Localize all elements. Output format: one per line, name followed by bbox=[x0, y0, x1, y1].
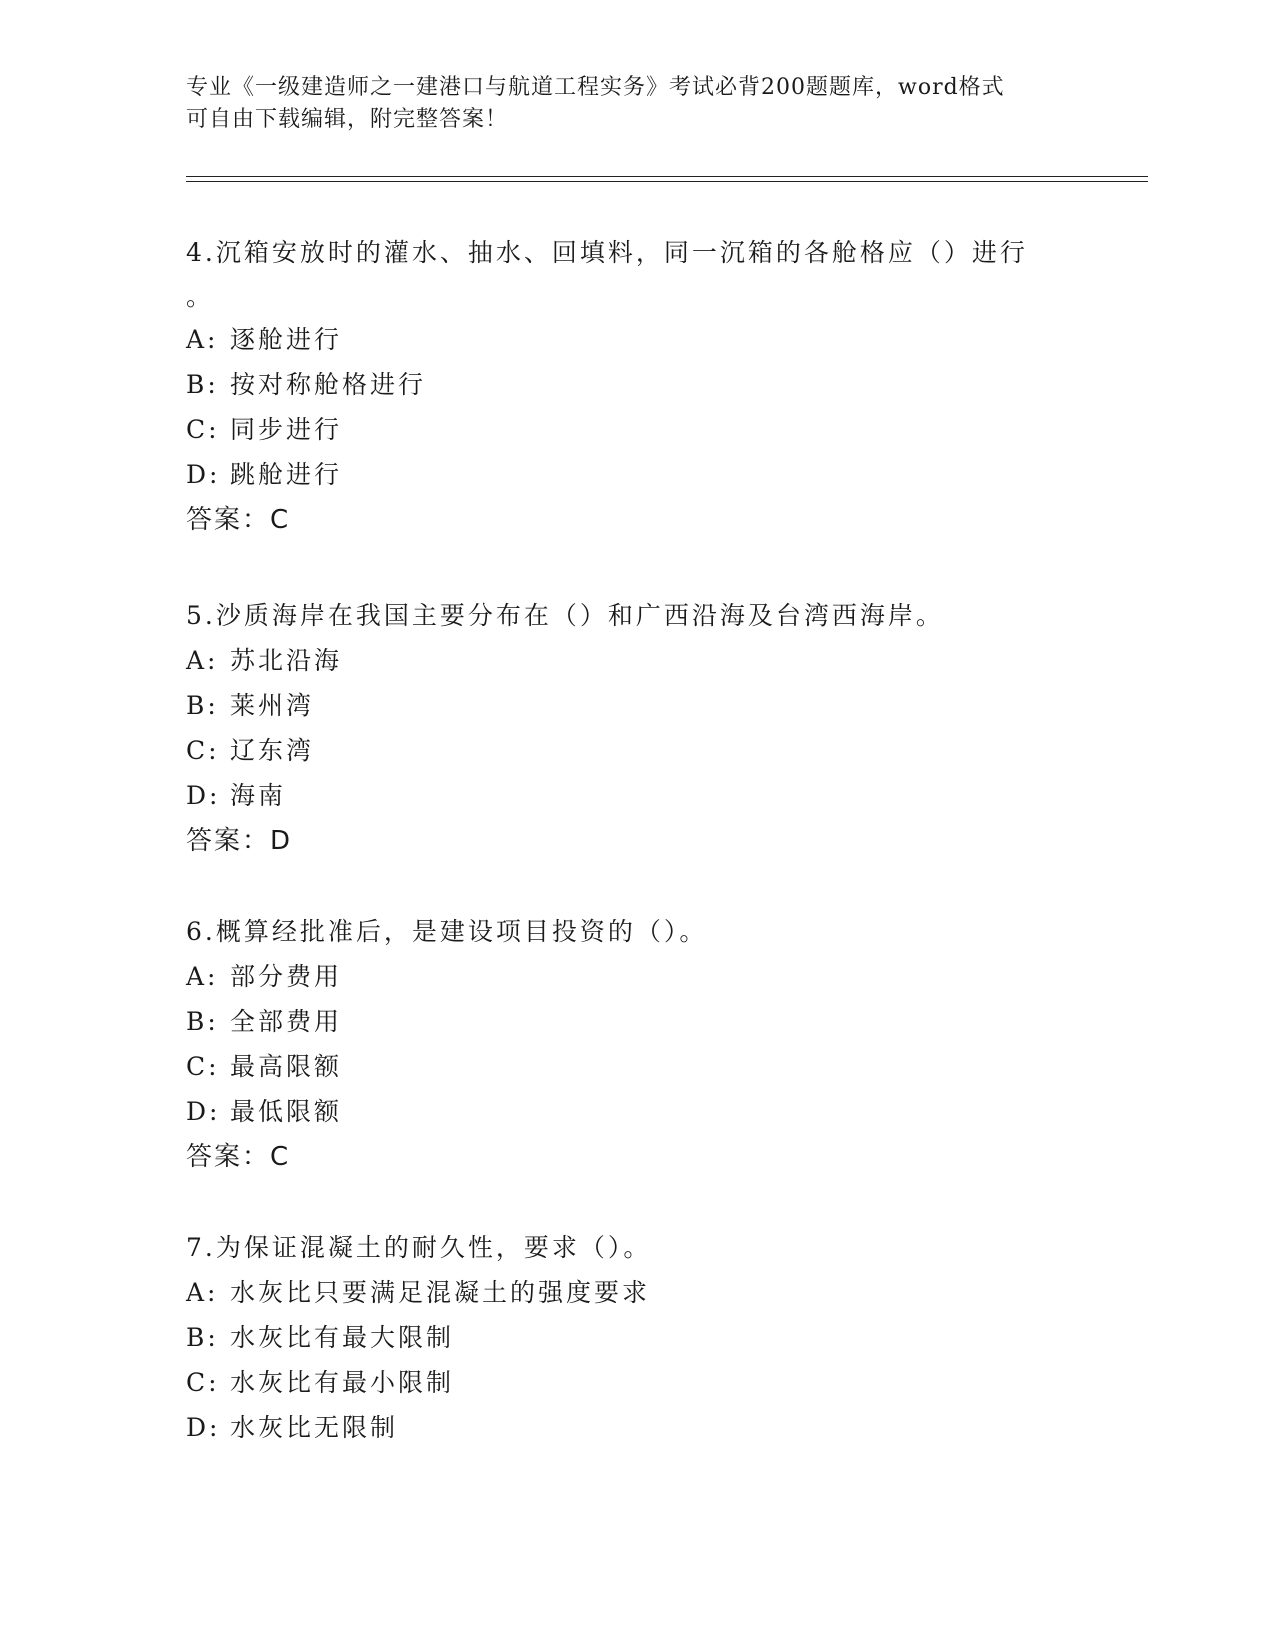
option-text: 苏北沿海 bbox=[230, 646, 343, 675]
option-text: 莱州湾 bbox=[230, 691, 315, 720]
option-text: 全部费用 bbox=[230, 1007, 343, 1036]
option-text: 水灰比无限制 bbox=[230, 1413, 399, 1442]
option-text: 逐舱进行 bbox=[230, 325, 343, 354]
option-letter: C: bbox=[186, 1052, 220, 1081]
question-4 bbox=[186, 236, 1086, 543]
option-text: 跳舱进行 bbox=[230, 460, 343, 489]
option-letter: A: bbox=[186, 325, 219, 354]
option-c bbox=[186, 728, 1086, 773]
option-b bbox=[186, 362, 1086, 407]
option-text: 最低限额 bbox=[230, 1097, 343, 1126]
option-a bbox=[186, 1270, 1086, 1315]
option-d bbox=[186, 452, 1086, 497]
answer-line: 答案：C bbox=[186, 505, 291, 535]
option-c bbox=[186, 1044, 1086, 1089]
option-letter: B: bbox=[186, 691, 219, 720]
header-divider-bottom bbox=[186, 181, 1148, 182]
option-text: 最高限额 bbox=[230, 1052, 343, 1081]
option-letter: C: bbox=[186, 415, 220, 444]
option-a bbox=[186, 638, 1086, 683]
option-c bbox=[186, 407, 1086, 452]
option-d bbox=[186, 773, 1086, 818]
option-text: 水灰比只要满足混凝土的强度要求 bbox=[230, 1278, 651, 1307]
option-c bbox=[186, 1360, 1086, 1405]
option-text: 按对称舱格进行 bbox=[230, 370, 427, 399]
option-letter: A: bbox=[186, 646, 219, 675]
question-stem-text: 7.为保证混凝土的耐久性，要求（）。 bbox=[186, 1233, 652, 1262]
option-text: 海南 bbox=[230, 781, 287, 810]
option-letter: D: bbox=[186, 1097, 221, 1126]
option-a bbox=[186, 954, 1086, 999]
option-a bbox=[186, 317, 1086, 362]
option-b bbox=[186, 683, 1086, 728]
option-text: 部分费用 bbox=[230, 962, 343, 991]
question-7 bbox=[186, 1231, 1086, 1450]
question-stem-text: 6.概算经批准后，是建设项目投资的（）。 bbox=[186, 917, 708, 946]
option-letter: B: bbox=[186, 1007, 219, 1036]
option-letter: D: bbox=[186, 1413, 221, 1442]
document-header bbox=[186, 72, 1066, 136]
option-d bbox=[186, 1089, 1086, 1134]
header-line-1: 专业《一级建造师之一建港口与航道工程实务》考试必背200题题库，word格式 bbox=[186, 75, 1005, 100]
option-letter: D: bbox=[186, 460, 221, 489]
option-letter: B: bbox=[186, 1323, 219, 1352]
answer-line: 答案：C bbox=[186, 1142, 291, 1172]
option-text: 水灰比有最小限制 bbox=[230, 1368, 455, 1397]
question-stem-text: 4.沉箱安放时的灌水、抽水、回填料，同一沉箱的各舱格应（）进行 bbox=[186, 238, 1028, 267]
option-letter: C: bbox=[186, 736, 220, 765]
option-b bbox=[186, 999, 1086, 1044]
option-letter: A: bbox=[186, 962, 219, 991]
question-stem bbox=[186, 915, 1086, 948]
option-text: 同步进行 bbox=[230, 415, 343, 444]
question-5 bbox=[186, 599, 1086, 864]
header-line-2: 可自由下载编辑，附完整答案！ bbox=[186, 107, 509, 132]
option-d bbox=[186, 1405, 1086, 1450]
question-stem bbox=[186, 599, 1086, 632]
option-letter: A: bbox=[186, 1278, 219, 1307]
question-stem-continuation: 。 bbox=[186, 282, 215, 311]
question-stem-text: 5.沙质海岸在我国主要分布在（）和广西沿海及台湾西海岸。 bbox=[186, 601, 944, 630]
option-b bbox=[186, 1315, 1086, 1360]
question-6 bbox=[186, 915, 1086, 1180]
question-stem bbox=[186, 1231, 1086, 1264]
header-divider-top bbox=[186, 176, 1148, 177]
answer-line: 答案：D bbox=[186, 826, 293, 856]
option-letter: D: bbox=[186, 781, 221, 810]
question-stem bbox=[186, 236, 1086, 311]
option-letter: B: bbox=[186, 370, 219, 399]
option-text: 水灰比有最大限制 bbox=[230, 1323, 455, 1352]
option-text: 辽东湾 bbox=[230, 736, 315, 765]
option-letter: C: bbox=[186, 1368, 220, 1397]
